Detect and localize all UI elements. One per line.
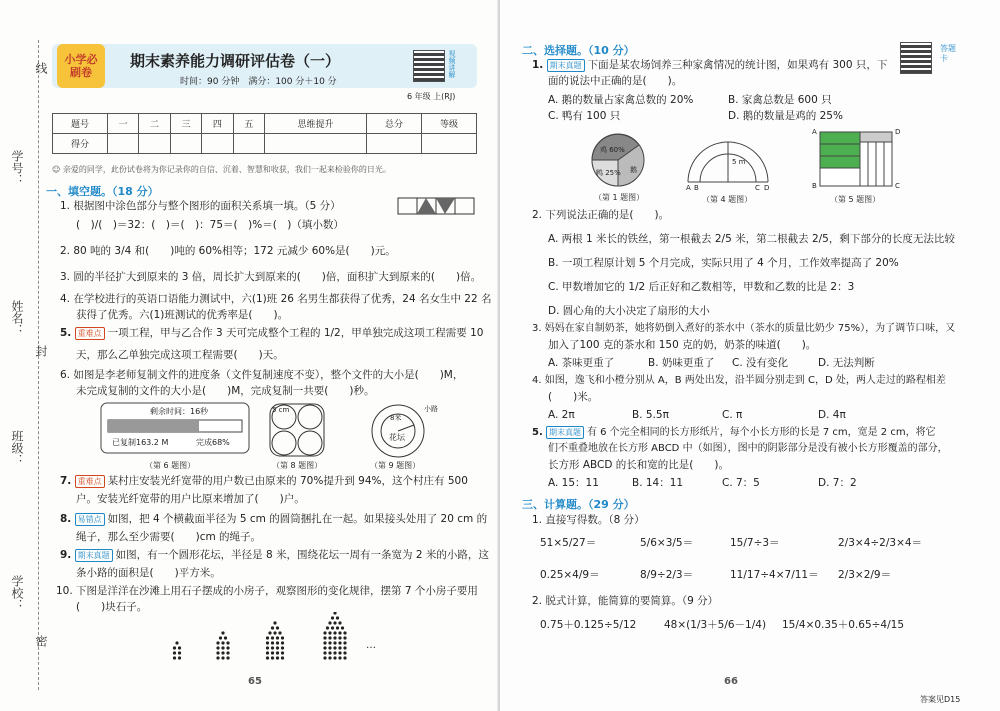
stone-dot xyxy=(343,646,346,649)
r-q3-option-a[interactable]: A. 茶味更重了 xyxy=(548,357,615,369)
q8-text-line2[interactable]: 绳子，那么至少需要( )cm 的绳子。 xyxy=(76,531,262,543)
pie-goose: 鹅 xyxy=(630,166,637,174)
fig5-b: B xyxy=(812,182,817,190)
stone-dot xyxy=(178,646,181,649)
stone-dot xyxy=(271,646,274,649)
stone-dot xyxy=(323,646,326,649)
fig8-caption: （第 8 题图） xyxy=(272,461,323,470)
r-q5-line1: 5. 期末真题 有 6 个完全相同的长方形纸片，每个小长方形的长是 7 cm，宽是 2 cm，将它 xyxy=(532,427,936,438)
r-q2-option-c[interactable]: C. 甲数增加它的 1/2 后正好和乙数相等，甲数和乙数的比是 2：3 xyxy=(548,281,855,293)
side-secret-label: 密 xyxy=(34,635,48,647)
brand-text: 小学必刷卷 xyxy=(64,53,98,79)
answer-reference: 答案见D15 xyxy=(920,695,961,704)
q6-done: 完成68% xyxy=(196,438,230,447)
stone-dot xyxy=(271,651,274,654)
q1-blanks[interactable]: ( )/( )＝32：( )＝( )：75＝( )%＝( )（填小数） xyxy=(76,219,344,231)
stone-dot xyxy=(178,651,181,654)
stone-dot xyxy=(271,656,274,659)
qr-code-icon[interactable] xyxy=(413,50,445,82)
c1-title: 1. 直接写得数。（8 分） xyxy=(532,514,645,526)
score-input[interactable] xyxy=(421,134,476,154)
rectangles-figure xyxy=(818,130,894,188)
q5-text-line2[interactable]: 天，那么乙单独完成这项工程需要( )天。 xyxy=(76,349,284,361)
table-cell: 二 xyxy=(139,114,170,134)
table-cell: 三 xyxy=(170,114,201,134)
fig9-caption: （第 9 题图） xyxy=(370,461,421,470)
stone-dot xyxy=(221,631,224,634)
exam-tag: 期末真题 xyxy=(546,426,584,439)
r-q5-option-d[interactable]: D. 7：2 xyxy=(818,477,857,489)
q9-radius: 8米 xyxy=(390,414,402,422)
stone-dot xyxy=(333,646,336,649)
answer-card-tag: 答题卡 xyxy=(940,44,956,63)
fig4-c: C xyxy=(755,184,760,192)
calc-item[interactable]: 11/17÷4×7/11＝ xyxy=(730,569,819,581)
stone-dot xyxy=(328,641,331,644)
stone-dot xyxy=(266,651,269,654)
stone-dot xyxy=(323,651,326,654)
stone-dot xyxy=(333,641,336,644)
r-q5-line2: 们不重叠地放在长方形 ABCD 中（如图），图中的阴影部分是没有被小长方形覆盖的部分， xyxy=(548,443,948,454)
stone-dot xyxy=(328,656,331,659)
table-cell: 总分 xyxy=(367,114,422,134)
q4-text-line1: 4. 在学校进行的英语口语能力测试中，六(1)班 26 名男生都获得了优秀，24 名女生中 22 名 xyxy=(60,293,492,305)
r-q2-option-a[interactable]: A. 两根 1 米长的铁丝，第一根截去 2/5 米，第二根截去 2/5，剩下部分的长度无法比较 xyxy=(548,233,955,245)
stone-dot xyxy=(219,636,222,639)
exam-tag: 期末真题 xyxy=(547,59,585,72)
q1-figure xyxy=(397,197,475,215)
stone-dot xyxy=(216,641,219,644)
stone-dot xyxy=(328,646,331,649)
q10-pattern-figure xyxy=(165,612,375,660)
score-input[interactable] xyxy=(367,134,422,154)
fig5-d: D xyxy=(895,128,901,136)
table-cell: 得分 xyxy=(53,134,108,154)
q6-text-line2[interactable]: 未完成复制的文件的大小是( )M，完成复制一共要( )秒。 xyxy=(76,385,375,397)
stone-dot xyxy=(276,636,279,639)
stone-dot xyxy=(281,641,284,644)
exam-meta: 时间：90 分钟 满分：100 分＋10 分 xyxy=(180,77,337,87)
binding-line xyxy=(38,40,39,690)
table-cell: 五 xyxy=(233,114,264,134)
r-q3-option-b[interactable]: B. 奶味更重了 xyxy=(648,357,715,369)
side-school: 学校： xyxy=(10,575,24,611)
stone-dot xyxy=(226,641,229,644)
q8-text-line1: 8. 易错点 如图，把 4 个横截面半径为 5 cm 的圆筒捆扎在一起。如果接头处用了 20 cm 的 xyxy=(60,513,488,525)
calc-step-item[interactable]: 0.75＋0.125÷5/12 xyxy=(540,619,637,631)
q7-text-line1: 7. 重难点 某村庄安装光纤宽带的用户数已由原来的 70%提升到 94%，这个村庄有 500 xyxy=(60,475,468,487)
stone-dot xyxy=(338,641,341,644)
exam-tag: 期末真题 xyxy=(75,549,113,562)
fig6-caption: （第 6 题图） xyxy=(145,461,196,470)
calc-item[interactable]: 2/3×2/9＝ xyxy=(838,569,892,581)
q9-center: 花坛 xyxy=(389,433,405,442)
mistake-tag: 易错点 xyxy=(75,513,105,526)
stone-dot xyxy=(271,641,274,644)
stone-dot xyxy=(333,621,336,624)
score-table xyxy=(52,113,477,154)
stone-dot xyxy=(221,641,224,644)
fig5-a: A xyxy=(812,128,817,136)
score-input[interactable] xyxy=(107,134,138,154)
stone-dot xyxy=(338,646,341,649)
grade-label: 6 年级 上(RJ) xyxy=(407,92,456,101)
stone-dot xyxy=(281,636,284,639)
stone-dot xyxy=(266,656,269,659)
r-q1-line2[interactable]: 面的说法中正确的是( )。 xyxy=(548,75,683,87)
r-q4-line2[interactable]: ( )米。 xyxy=(548,391,599,403)
pattern-ellipsis: … xyxy=(366,640,376,651)
side-name: 姓名： xyxy=(10,300,24,336)
stone-dot xyxy=(328,621,331,624)
stone-dot xyxy=(328,651,331,654)
calc-item[interactable]: 51×5/27＝ xyxy=(540,537,597,549)
page-number-right: 66 xyxy=(724,676,738,687)
fig-r5-caption: （第 5 题图） xyxy=(830,195,881,204)
stone-dot xyxy=(343,651,346,654)
stone-dot xyxy=(281,651,284,654)
stone-dot xyxy=(336,616,339,619)
stone-dot xyxy=(338,636,341,639)
stone-dot xyxy=(276,651,279,654)
q9-text-line1: 9. 期末真题 如图，有一个圆形花坛，半径是 8 米，围绕花坛一周有一条宽为 2 米的小路，这 xyxy=(60,549,489,561)
r-q1-line1: 1. 期末真题 下面是某农场饲养三种家禽情况的统计图，如果鸡有 300 只，下 xyxy=(532,59,888,71)
stone-dot xyxy=(276,646,279,649)
exam-title: 期末素养能力调研评估卷（一） xyxy=(130,52,341,70)
stone-dot xyxy=(333,612,336,615)
stone-dot xyxy=(216,651,219,654)
score-input[interactable] xyxy=(264,134,366,154)
score-input[interactable] xyxy=(233,134,264,154)
fig-r1-caption: （第 1 题图） xyxy=(594,193,645,202)
q8-radius-label: 5 cm xyxy=(272,406,290,414)
stone-dot xyxy=(331,616,334,619)
q9-road: 小路 xyxy=(424,405,438,413)
score-table-header xyxy=(53,114,477,134)
section-3-title: 三、计算题。（29 分） xyxy=(522,498,635,511)
calc-item[interactable]: 15/7÷3＝ xyxy=(730,537,780,549)
difficulty-tag: 重难点 xyxy=(75,327,105,340)
stone-dot xyxy=(281,656,284,659)
stone-dot xyxy=(338,621,341,624)
stone-dot xyxy=(266,641,269,644)
stone-dot xyxy=(271,636,274,639)
stone-dot xyxy=(323,641,326,644)
stone-dot xyxy=(338,656,341,659)
calc-item[interactable]: 8/9÷2/3＝ xyxy=(640,569,694,581)
fig-r4-caption: （第 4 题图） xyxy=(702,195,753,204)
stone-dot xyxy=(338,631,341,634)
side-line-label: 线 xyxy=(34,62,48,74)
stone-dot xyxy=(216,646,219,649)
table-cell: 题号 xyxy=(53,114,108,134)
stone-dot xyxy=(341,626,344,629)
stone-dot xyxy=(336,626,339,629)
table-cell: 四 xyxy=(202,114,233,134)
q9-text-line2[interactable]: 条小路的面积是( )平方米。 xyxy=(76,567,221,579)
c2-title: 2. 脱式计算，能简算的要简算。（9 分） xyxy=(532,595,719,607)
stone-dot xyxy=(338,651,341,654)
stone-dot xyxy=(343,631,346,634)
stone-dot xyxy=(224,636,227,639)
table-cell: 等级 xyxy=(421,114,476,134)
stone-dot xyxy=(333,631,336,634)
r-q5-option-c[interactable]: C. 7：5 xyxy=(722,477,760,489)
page-number-left: 65 xyxy=(248,676,262,687)
r-q3-option-d[interactable]: D. 无法判断 xyxy=(818,357,875,369)
table-cell: 一 xyxy=(107,114,138,134)
r-q1-option-a[interactable]: A. 鹅的数量占家禽总数的 20% xyxy=(548,94,694,106)
r-q1-option-b[interactable]: B. 家禽总数是 600 只 xyxy=(728,94,832,106)
r-q1-option-d[interactable]: D. 鹅的数量是鸡的 25% xyxy=(728,110,843,122)
stone-dot xyxy=(216,656,219,659)
stone-dot xyxy=(173,646,176,649)
stone-dot xyxy=(333,651,336,654)
r-q4-line1: 4. 如图，逸飞和小橙分别从 A，B 两处出发，沿半圆分别走到 C，D 处，两人走过的路程相差 xyxy=(532,375,946,386)
stone-dot xyxy=(221,656,224,659)
pie-chart-figure xyxy=(588,132,648,188)
side-student-no: 学号： xyxy=(10,150,24,186)
stone-dot xyxy=(271,626,274,629)
r-q1-option-c[interactable]: C. 鸭有 100 只 xyxy=(548,110,621,122)
stone-dot xyxy=(266,646,269,649)
stone-dot xyxy=(173,656,176,659)
calc-item[interactable]: 5/6×3/5＝ xyxy=(640,537,694,549)
q6-remaining-time: 剩余时间：16秒 xyxy=(150,407,209,416)
r-q4-option-d[interactable]: D. 4π xyxy=(818,409,846,421)
stone-dot xyxy=(343,641,346,644)
right-page xyxy=(500,0,1000,711)
r-q4-option-b[interactable]: B. 5.5π xyxy=(632,409,669,421)
stone-dot xyxy=(226,656,229,659)
brand-badge xyxy=(57,44,105,88)
section-1-title: 一、填空题。（18 分） xyxy=(46,185,159,198)
stone-dot xyxy=(221,651,224,654)
stone-dot xyxy=(266,636,269,639)
r-q5-option-b[interactable]: B. 14：11 xyxy=(632,477,684,489)
q9-figure xyxy=(370,403,426,459)
r-q3-option-c[interactable]: C. 没有变化 xyxy=(732,357,789,369)
semicircle-figure xyxy=(685,134,771,186)
stone-dot xyxy=(278,631,281,634)
r-q2-text[interactable]: 2. 下列说法正确的是( )。 xyxy=(532,209,670,221)
pie-chicken: 鸡 60% xyxy=(600,146,625,154)
smile-icon: ☺ xyxy=(52,165,63,174)
stone-dot xyxy=(328,636,331,639)
stone-dot xyxy=(343,636,346,639)
stone-dot xyxy=(323,631,326,634)
stone-dot xyxy=(173,651,176,654)
stone-dot xyxy=(226,651,229,654)
q6-text-line1: 6. 如图是李老师复制文件的进度条（文件复制速度不变），整个文件的大小是( )M， xyxy=(60,369,464,381)
video-tag: 视频讲解 xyxy=(448,50,456,78)
r-q5-option-a[interactable]: A. 15：11 xyxy=(548,477,599,489)
r-q5-line3[interactable]: 长方形 ABCD 的长和宽的比是( )。 xyxy=(548,459,729,471)
side-seal-label: 封 xyxy=(34,345,48,357)
q1-text: 1. 根据图中涂色部分与整个图形的面积关系填一填。（5 分） xyxy=(60,200,341,212)
calc-item[interactable]: 2/3×4÷2/3×4＝ xyxy=(838,537,923,549)
stone-dot xyxy=(226,646,229,649)
q2-text[interactable]: 2. 80 吨的 3/4 和( )吨的 60%相等；172 元减少 60%是( )元。 xyxy=(60,245,396,257)
stone-dot xyxy=(323,656,326,659)
stone-dot xyxy=(268,631,271,634)
qr-code-icon[interactable] xyxy=(900,42,932,74)
q7-text-line2[interactable]: 户。安装光纤宽带的用户比原来增加了( )户。 xyxy=(76,493,305,505)
score-input[interactable] xyxy=(139,134,170,154)
calc-step-item[interactable]: 15/4×0.35＋0.65÷4/15 xyxy=(782,619,905,631)
stone-dot xyxy=(276,626,279,629)
stone-dot xyxy=(273,631,276,634)
stone-dot xyxy=(221,646,224,649)
stone-dot xyxy=(331,626,334,629)
q4-text-line2[interactable]: 获得了优秀。六(1)班测试的优秀率是( )。 xyxy=(76,309,289,321)
calc-step-item[interactable]: 48×(1/3＋5/6－1/4) xyxy=(664,619,767,631)
score-input[interactable] xyxy=(170,134,201,154)
stone-dot xyxy=(323,636,326,639)
stone-dot xyxy=(328,631,331,634)
stone-dot xyxy=(333,636,336,639)
q5-text-line1: 5. 重难点 一项工程，甲与乙合作 3 天可完成整个工程的 1/2，甲单独完成这项工程需要 10 xyxy=(60,327,484,339)
fig4-d: D xyxy=(764,184,770,192)
r-q2-option-b[interactable]: B. 一项工程原计划 5 个月完成，实际只用了 4 个月，工作效率提高了 20% xyxy=(548,257,899,269)
fig4-a: A xyxy=(686,184,691,192)
stone-dot xyxy=(333,656,336,659)
r-q3-line2[interactable]: 加入了100 克的茶水和 150 克的奶，奶茶的味道( )。 xyxy=(548,339,817,351)
q3-text[interactable]: 3. 圆的半径扩大到原来的 3 倍，周长扩大到原来的( )倍，面积扩大到原来的( )倍。 xyxy=(60,271,482,283)
fig4-b: B xyxy=(694,184,699,192)
difficulty-tag: 重难点 xyxy=(75,475,105,488)
fig5-c: C xyxy=(895,182,900,190)
stone-dot xyxy=(343,656,346,659)
score-table-row xyxy=(53,134,477,154)
score-input[interactable] xyxy=(202,134,233,154)
stone-dot xyxy=(178,656,181,659)
r-q3-line1: 3. 妈妈在家自制奶茶，她将奶倒入煮好的茶水中（茶水的质量比奶少 75%），为了调节口味，又 xyxy=(532,323,956,334)
stone-dot xyxy=(326,626,329,629)
stone-dot xyxy=(281,646,284,649)
encourage-text: ☺ 亲爱的同学，此份试卷将为你记录你的自信、沉着、智慧和收获，我们一起来检验你的日光。 xyxy=(52,165,391,174)
stone-dot xyxy=(276,656,279,659)
fig4-height: 5 m xyxy=(732,158,746,166)
r-q2-option-d[interactable]: D. 圆心角的大小决定了扇形的大小 xyxy=(548,305,710,317)
calc-item[interactable]: 0.25×4/9＝ xyxy=(540,569,600,581)
q10-text-line2[interactable]: ( )块石子。 xyxy=(76,601,148,613)
pie-duck: 鸭 25% xyxy=(596,169,621,177)
side-class: 班级： xyxy=(10,430,24,466)
q6-copied: 已复制163.2 M xyxy=(112,438,169,447)
table-cell: 思维提升 xyxy=(264,114,366,134)
stone-dot xyxy=(175,641,178,644)
q10-text-line1: 10. 下图是洋洋在沙滩上用石子摆成的小房子，观察图形的变化规律，摆第 7 个小房子要用 xyxy=(56,585,478,597)
stone-dot xyxy=(273,621,276,624)
section-2-title: 二、选择题。（10 分） xyxy=(522,44,635,57)
r-q4-option-c[interactable]: C. π xyxy=(722,409,743,421)
r-q4-option-a[interactable]: A. 2π xyxy=(548,409,575,421)
stone-dot xyxy=(276,641,279,644)
